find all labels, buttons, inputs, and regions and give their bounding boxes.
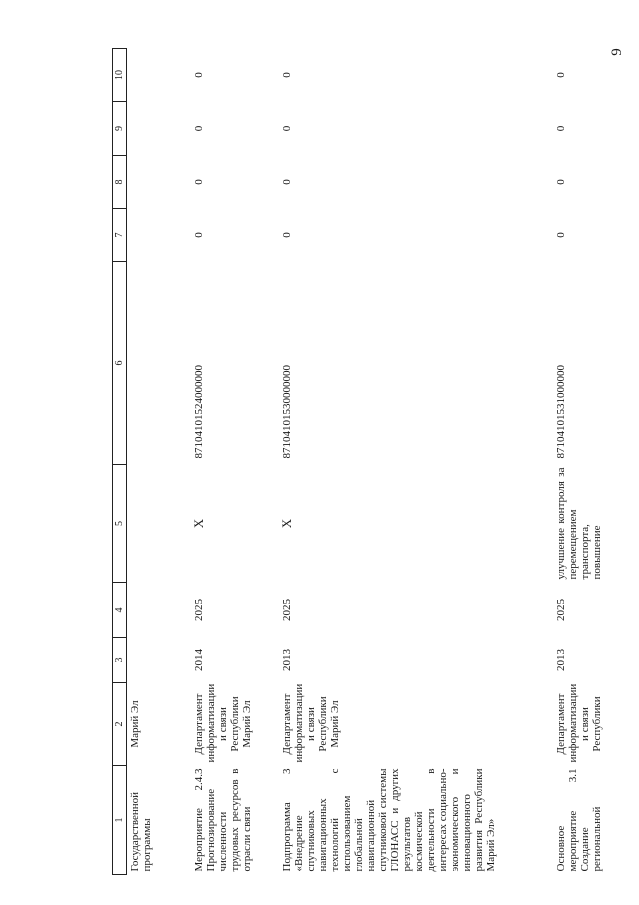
table-cell (127, 638, 180, 683)
table-cell: 0 (555, 179, 567, 185)
table-cell (127, 156, 180, 209)
table-cell: улучшение контроля за перемещением транспорта, повышение (555, 467, 603, 580)
header-row (113, 49, 127, 875)
header-cell: 3 (113, 638, 127, 683)
table-cell: 2025 (555, 599, 567, 621)
header-cell: 2 (113, 683, 127, 766)
table-cell: 2013 (555, 649, 567, 671)
table-cell: Департамент информатизации и связи Республики Марий Эл (193, 683, 253, 763)
data-table (112, 48, 633, 875)
table-cell: 0 (281, 232, 293, 238)
table-cell: Департамент информатизации и связи Республики Марий Эл (281, 683, 341, 763)
header-cell: 4 (113, 583, 127, 638)
table-cell: Департамент информатизации и связи Республики (555, 683, 603, 763)
header-cell: 1 (113, 766, 127, 875)
header-cell: 10 (113, 49, 127, 102)
table-cell: 0 (555, 232, 567, 238)
table-cell: 2025 (193, 599, 205, 621)
table-row (127, 49, 180, 875)
table-cell: 87104101524000000 (193, 365, 205, 459)
table-cell: 0 (281, 125, 293, 132)
table-cell: 87104101531000000 (555, 365, 567, 459)
header-cell: 6 (113, 262, 127, 465)
table-cell: 0 (193, 72, 205, 78)
header-cell: 7 (113, 209, 127, 262)
table-cell: 0 (193, 125, 205, 132)
header-cell: 8 (113, 156, 127, 209)
table-cell: Подпрограмма 3 «Внедрение спутниковых навигационных технологий с использованием глобальной навигационной спутниковой системы ГЛОНАСС и других результатов космической деятельности в интересах социально-экономического и инновационного развития Республики Марий Эл» (281, 768, 497, 872)
table-cell (127, 262, 180, 465)
table-cell: X (191, 518, 206, 529)
header-cell: 5 (113, 465, 127, 583)
rotated-table-frame (112, 49, 630, 875)
table-cell: Мероприятие 2.4.3 Прогнозирование численности трудовых ресурсов в отрасли связи (193, 768, 253, 872)
table-cell (127, 49, 180, 102)
table-cell (127, 102, 180, 156)
table-cell: 0 (281, 179, 293, 185)
table-cell: 2025 (281, 599, 293, 621)
table-cell (127, 209, 180, 262)
table-cell: 0 (193, 179, 205, 185)
table-cell: Основное мероприятие 3.1 Создание региональной (555, 768, 603, 872)
table-cell: 2013 (281, 649, 293, 671)
table-cell: 87104101530000000 (281, 365, 293, 459)
table-cell: Государственной программы (129, 791, 153, 872)
table-cell (127, 465, 180, 583)
table-cell (127, 583, 180, 638)
table-cell: Марий Эл (129, 700, 141, 748)
table-row (541, 49, 633, 875)
table-cell: 0 (281, 72, 293, 78)
table-cell: 0 (555, 72, 567, 78)
table-cell: 2014 (193, 649, 205, 671)
table-row (267, 49, 541, 875)
table-cell: 0 (193, 232, 205, 238)
table-cell: X (279, 518, 294, 529)
page-number: 9 (609, 48, 625, 56)
table-row (179, 49, 267, 875)
table-cell: 0 (555, 125, 567, 132)
header-cell: 9 (113, 102, 127, 156)
